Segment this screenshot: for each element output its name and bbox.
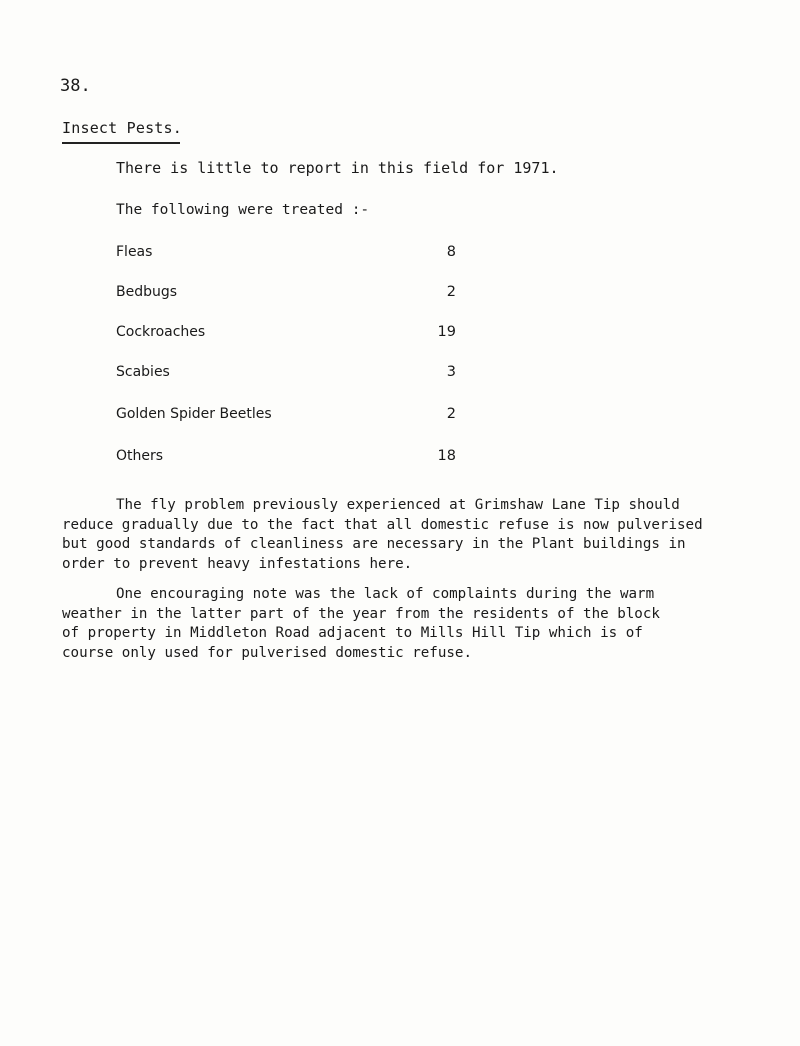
- paragraph-fly-problem: The fly problem previously experienced at Grimshaw Lane Tip should reduce gradually due to the fact that all domestic refuse is now pulverised but good standards of cleanliness are necessary in the Plant buildings in order to prevent heavy infestations here.: [62, 497, 703, 572]
- list-item: [116, 448, 456, 470]
- page-number: 38.: [60, 76, 91, 96]
- list-item: [116, 364, 456, 386]
- pest-name: Bedbugs: [116, 284, 178, 300]
- pest-count: 2: [446, 406, 456, 422]
- pest-name: Scabies: [116, 364, 170, 380]
- pest-name: Fleas: [116, 244, 153, 260]
- list-item: [116, 324, 456, 346]
- pest-name: Golden Spider Beetles: [116, 406, 272, 422]
- list-item: [116, 406, 456, 428]
- pest-count: 3: [446, 364, 456, 380]
- list-item: [116, 284, 456, 306]
- pest-name: Cockroaches: [116, 324, 206, 340]
- paragraph-complaints: One encouraging note was the lack of complaints during the warm weather in the latter part of the year from the residents of the block of property in Middleton Road adjacent to Mills Hill Tip which is of course only used for pulverised domestic refuse.: [62, 586, 660, 661]
- section-heading: Insect Pests.: [62, 119, 182, 137]
- list-item: [116, 244, 456, 266]
- pest-count: 19: [437, 324, 456, 340]
- pest-count: 18: [437, 448, 456, 464]
- pest-count: 8: [446, 244, 456, 260]
- intro-text: There is little to report in this field for 1971.: [116, 159, 559, 177]
- pest-name: Others: [116, 448, 164, 464]
- pest-count: 2: [446, 284, 456, 300]
- heading-underline: [62, 142, 180, 144]
- treated-intro-text: The following were treated :-: [116, 202, 370, 218]
